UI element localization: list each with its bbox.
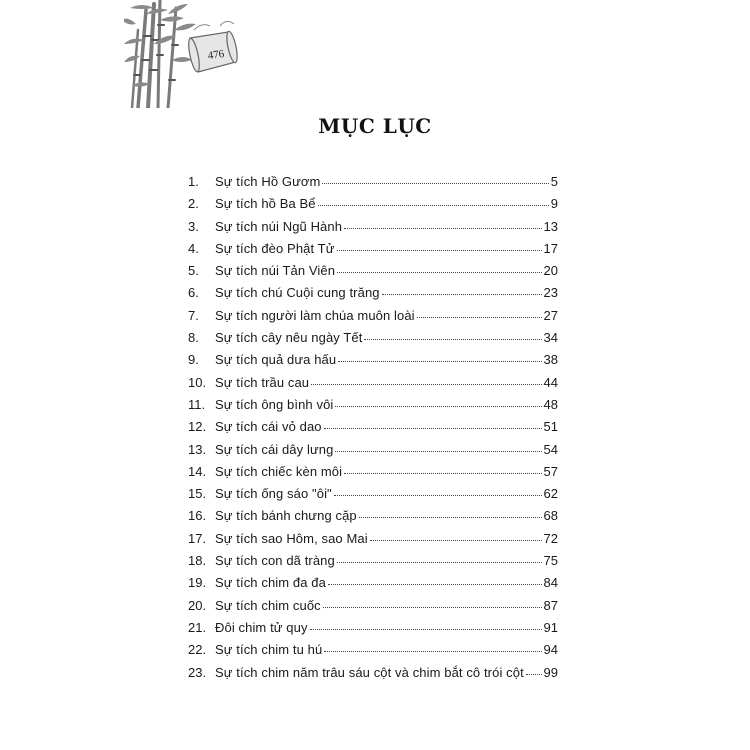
toc-entry-number: 23. (188, 664, 207, 680)
toc-entry-number: 1. (188, 174, 199, 189)
toc-entry-title: Sự tích quả dưa hấu (215, 352, 337, 368)
toc-entry (188, 665, 558, 687)
toc-dot-leader (328, 581, 542, 585)
toc-entry-title: Sự tích chiếc kèn môi (215, 463, 343, 479)
toc-entry (188, 241, 558, 263)
toc-entry-title: Sự tích chim cuốc (215, 597, 321, 613)
toc-dot-leader (359, 514, 542, 518)
toc-entry (188, 330, 558, 352)
toc-entry-title: Sự tích con dã tràng (215, 553, 335, 569)
toc-entry-title: Sự tích núi Ngũ Hành (215, 218, 343, 234)
toc-entry-number: 17. (188, 530, 207, 546)
toc-entry-title: Đôi chim tử quy (215, 619, 308, 635)
toc-entry-page: 99 (543, 664, 558, 680)
toc-entry-title: Sự tích người làm chúa muôn loài (215, 307, 415, 323)
toc-dot-leader (370, 537, 542, 541)
toc-entry-page: 72 (543, 530, 558, 546)
toc-entry-page: 68 (543, 508, 558, 524)
toc-entry-number: 9. (188, 352, 199, 368)
toc-entry-page: 75 (543, 553, 558, 569)
page-title: MỤC LỤC (318, 114, 432, 138)
toc-entry-page: 13 (543, 218, 558, 234)
toc-entry-number: 16. (188, 508, 207, 524)
toc-entry-number: 2. (188, 196, 199, 212)
toc-entry-number: 4. (188, 240, 199, 256)
toc-entry-number: 7. (188, 307, 199, 323)
toc-entry-number: 20. (188, 597, 207, 613)
toc-entry (188, 642, 558, 664)
toc-entry-page: 91 (543, 619, 558, 635)
toc-entry (188, 263, 558, 285)
toc-dot-leader (335, 448, 541, 452)
toc-dot-leader (322, 180, 548, 184)
toc-entry-number: 19. (188, 575, 207, 591)
toc-dot-leader (417, 314, 542, 318)
toc-entry-title: Sự tích hồ Ba Bể (215, 196, 316, 212)
toc-entry (188, 285, 558, 307)
toc-entry-number: 3. (188, 218, 199, 234)
toc-dot-leader (526, 671, 542, 675)
toc-entry-title: Sự tích ống sáo "ôi" (215, 486, 332, 502)
toc-entry-title: Sự tích Hồ Gươm (215, 174, 321, 189)
toc-entry-page: 48 (543, 396, 558, 412)
toc-entry-page: 51 (543, 419, 558, 435)
toc-entry (188, 419, 558, 441)
toc-entry (188, 486, 558, 508)
toc-dot-leader (344, 470, 541, 474)
toc-dot-leader (338, 358, 541, 362)
toc-dot-leader (324, 648, 541, 652)
toc-entry-page: 34 (543, 330, 558, 346)
toc-entry-title: Sự tích ông bình vôi (215, 396, 334, 412)
toc-entry-number: 14. (188, 463, 207, 479)
toc-entry (188, 352, 558, 374)
toc-entry-number: 11. (188, 396, 206, 412)
page-number: 476 (206, 47, 226, 63)
toc-entry-number: 5. (188, 263, 199, 279)
toc-entry-title: Sự tích cái vỏ dao (215, 419, 322, 435)
toc-entry-page: 87 (543, 597, 558, 613)
toc-entry (188, 308, 558, 330)
toc-entry-page: 84 (543, 575, 558, 591)
toc-entry-title: Sự tích núi Tản Viên (215, 263, 336, 279)
toc-dot-leader (337, 269, 541, 273)
toc-entry-page: 20 (543, 263, 558, 279)
toc-entry-title: Sự tích cái dây lưng (215, 441, 334, 457)
toc-entry-page: 54 (543, 441, 558, 457)
toc-dot-leader (334, 492, 542, 496)
toc-dot-leader (364, 336, 541, 340)
toc-entry-page: 94 (543, 642, 558, 658)
toc-entry-title: Sự tích chim năm trâu sáu cột và chim bắt cô trói cột (215, 664, 524, 680)
toc-entry (188, 531, 558, 553)
toc-dot-leader (382, 291, 542, 295)
toc-dot-leader (323, 604, 542, 608)
toc-entry-number: 15. (188, 486, 207, 502)
toc-entry-number: 22. (188, 642, 207, 658)
toc-dot-leader (311, 381, 541, 385)
toc-entry-number: 12. (188, 419, 207, 435)
toc-entry-title: Sự tích đèo Phật Tử (215, 240, 335, 256)
toc-entry (188, 508, 558, 530)
toc-entry (188, 219, 558, 241)
toc-entry-page: 23 (543, 285, 558, 301)
toc-entry (188, 442, 558, 464)
toc-dot-leader (318, 202, 549, 206)
toc-dot-leader (335, 403, 541, 407)
toc-entry (188, 620, 558, 642)
toc-dot-leader (337, 559, 542, 563)
toc-dot-leader (310, 626, 542, 630)
toc-entry (188, 375, 558, 397)
toc-entry-title: Sự tích trầu cau (215, 374, 310, 390)
toc-entry-title: Sự tích chú Cuội cung trăng (215, 285, 380, 301)
toc-entry-number: 18. (188, 553, 207, 569)
toc-entry (188, 553, 558, 575)
toc-entry-number: 21. (188, 619, 207, 635)
toc-entry (188, 174, 558, 196)
toc-dot-leader (324, 425, 542, 429)
toc-entry-title: Sự tích bánh chưng cặp (215, 508, 357, 524)
toc-entry-page: 57 (543, 463, 558, 479)
toc-entry-page: 5 (550, 174, 558, 189)
toc-entry-page: 27 (543, 307, 558, 323)
toc-entry-page: 9 (550, 196, 558, 212)
toc-entry-number: 6. (188, 285, 199, 301)
toc-entry (188, 575, 558, 597)
toc-entry-page: 38 (543, 352, 558, 368)
toc-entry (188, 464, 558, 486)
table-of-contents (188, 174, 558, 687)
toc-entry-title: Sự tích chim tu hú (215, 642, 323, 658)
toc-entry-page: 44 (543, 374, 558, 390)
toc-entry-title: Sự tích cây nêu ngày Tết (215, 330, 363, 346)
toc-entry-page: 62 (543, 486, 558, 502)
toc-entry-number: 13. (188, 441, 207, 457)
toc-dot-leader (337, 247, 542, 251)
toc-entry-title: Sự tích sao Hôm, sao Mai (215, 530, 368, 546)
toc-entry (188, 397, 558, 419)
bamboo-scroll-illustration (124, 0, 254, 108)
toc-entry (188, 196, 558, 218)
toc-entry-title: Sự tích chim đa đa (215, 575, 326, 591)
toc-entry-number: 10. (188, 374, 207, 390)
toc-entry-page: 17 (543, 240, 558, 256)
toc-dot-leader (344, 225, 541, 229)
toc-entry-number: 8. (188, 330, 199, 346)
toc-entry (188, 598, 558, 620)
